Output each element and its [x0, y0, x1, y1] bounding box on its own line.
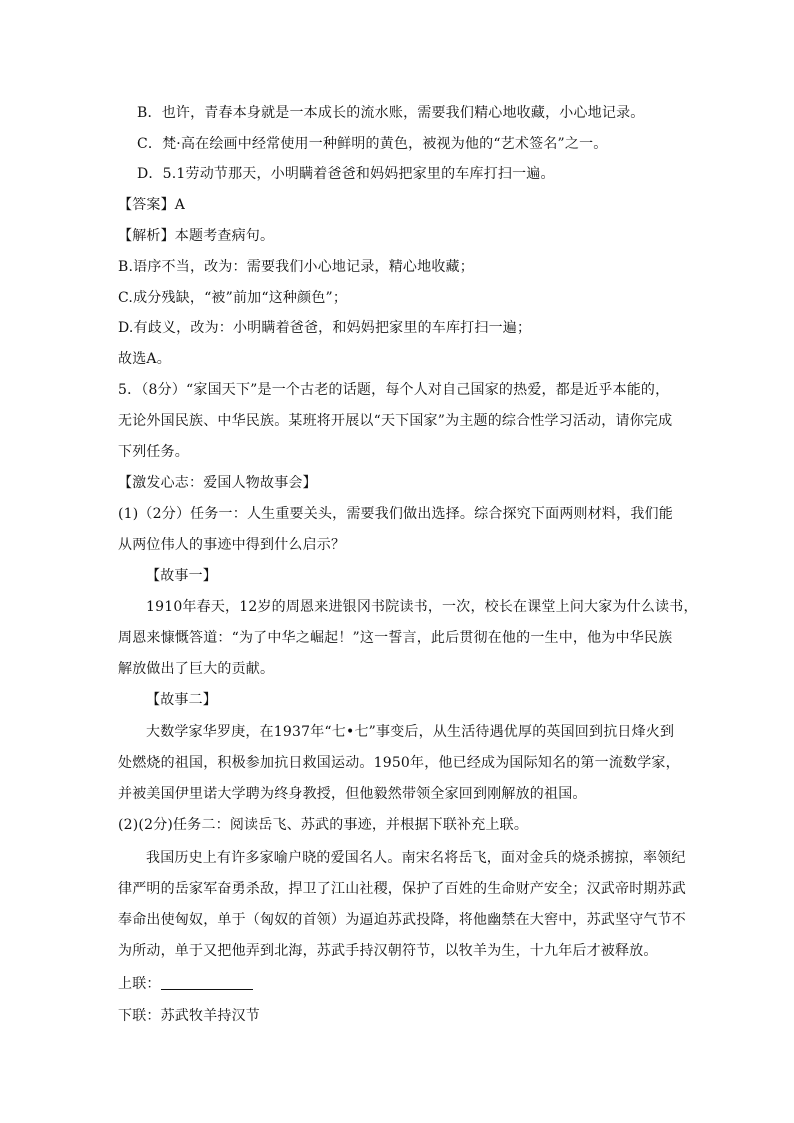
story-2-line-3: 并被美国伊里诺大学聘为终身教授，但他毅然带领全家回到刚解放的祖国。 [118, 786, 587, 802]
option-d: D．5.1劳动节那天，小明瞒着爸爸和妈妈把家里的车库打扫一遍。 [137, 166, 555, 182]
analysis-conclusion: 故选A。 [118, 351, 171, 367]
option-b: B．也许，青春本身就是一本成长的流水账，需要我们精心地收藏，小心地记录。 [137, 105, 645, 121]
question-5-line-3: 下列任务。 [118, 444, 189, 460]
story-1-line-2: 周恩来慷慨答道：“为了中华之崛起！”这一誓言，此后贯彻在他的一生中，他为中华民族 [118, 630, 673, 646]
task-1-line-1: (1)（2分）任务一：人生重要关头，需要我们做出选择。综合探究下面两则材料，我们能 [118, 506, 673, 522]
analysis-intro: 【解析】本题考查病句。 [118, 228, 275, 244]
task-2: (2)(2分)任务二：阅读岳飞、苏武的事迹，并根据下联补充上联。 [118, 817, 529, 833]
story-2-line-2: 处燃烧的祖国，积极参加抗日救国运动。1950年，他已经成为国际知名的第一流数学家， [118, 755, 680, 771]
upper-couplet-line [118, 974, 698, 994]
story-2-line-1: 大数学家华罗庚，在1937年“七•七”事变后，从生活待遇优厚的英国回到抗日烽火到 [146, 724, 675, 740]
passage-line-1: 我国历史上有许多家喻户晓的爱国名人。南宋名将岳飞，面对金兵的烧杀掳掠，率领纪 [146, 850, 686, 866]
lower-couplet: 下联：苏武牧羊持汉节 [118, 1008, 260, 1024]
story-1-line-3: 解放做出了巨大的贡献。 [118, 661, 275, 677]
option-c: C．梵·高在绘画中经常使用一种鲜明的黄色，被视为他的“艺术签名”之一。 [137, 136, 608, 152]
question-5-line-2: 无论外国民族、中华民族。某班将开展以“天下国家”为主题的综合性学习活动，请你完成 [118, 413, 673, 429]
question-5-line-1: 5．（8分）“家国天下”是一个古老的话题，每个人对自己国家的热爱，都是近乎本能的， [118, 382, 670, 398]
upper-couplet-label: 上联： [118, 976, 161, 992]
answer-line: 【答案】A [118, 197, 186, 213]
passage-line-3: 奉命出使匈奴，单于（匈奴的首领）为逼迫苏武投降，将他幽禁在大窖中，苏武坚守气节不 [118, 912, 686, 928]
passage-line-2: 律严明的岳家军奋勇杀敌，捍卫了江山社稷，保护了百姓的生命财产安全；汉武帝时期苏武 [118, 881, 686, 897]
story-2-title: 【故事二】 [146, 692, 217, 708]
passage-line-4: 为所动，单于又把他弄到北海，苏武手持汉朝符节，以牧羊为生，十九年后才被释放。 [118, 943, 658, 959]
analysis-c: C.成分残缺，“被”前加“这种颜色”； [118, 290, 348, 306]
analysis-b: B.语序不当，改为：需要我们小心地记录，精心地收藏； [118, 259, 474, 275]
section-heading: 【激发心志：爱国人物故事会】 [118, 475, 317, 491]
upper-couplet-blank[interactable] [161, 975, 253, 990]
analysis-d: D.有歧义，改为：小明瞒着爸爸，和妈妈把家里的车库打扫一遍； [118, 320, 532, 336]
task-1-line-2: 从两位伟人的事迹中得到什么启示？ [118, 537, 346, 553]
story-1-line-1: 1910年春天，12岁的周恩来进银冈书院读书，一次，校长在课堂上问大家为什么读书， [146, 599, 698, 615]
story-1-title: 【故事一】 [146, 568, 217, 584]
